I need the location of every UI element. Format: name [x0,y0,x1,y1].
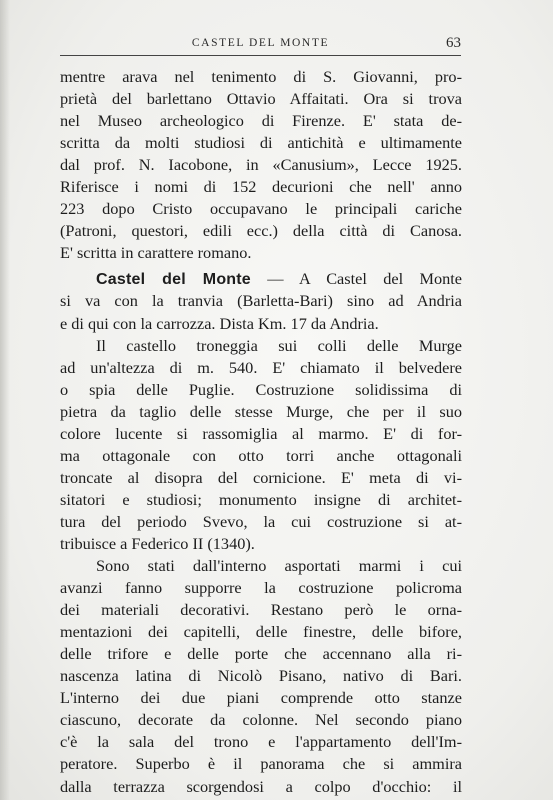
text-line: ma ottagonale con otto torri anche ottagonali [60,445,462,465]
text-line: dei materiali decorativi. Restano però le orna- [60,600,462,620]
text-line: troncate al disopra del cornicione. E' meta di vi- [60,467,462,487]
text-line: ad un'altezza di m. 540. E' chiamato il belvedere [60,357,462,377]
text-line: o spia delle Puglie. Costruzione solidissima di [60,379,462,399]
text-line: nascenza latina di Nicolò Pisano, nativo di Bari. [60,666,462,686]
section-heading-continuation: — A Castel del Monte [250,269,462,289]
text-line: Sono stati dall'interno asportati marmi i cui [96,556,462,576]
paragraph-3 [60,335,462,555]
text-line: mentre arava nel tenimento di S. Giovanni, pro- [60,67,462,86]
text-line: sitatori e studiosi; monumento insigne di architet- [60,489,462,509]
text-line: tribuisce a Federico II (1340). [60,533,255,553]
text-line: avanzi fanno supporre la costruzione policroma [60,578,462,598]
section-title: Castel del Monte [96,271,251,289]
text-line: delle trifore e delle porte che accennano alla ri- [60,644,462,664]
text-line: (Patroni, questori, edili ecc.) della città di Canosa. [60,221,462,241]
paragraph-1 [60,66,462,264]
page-number: 63 [446,35,461,51]
section-heading-line [60,268,462,290]
body-text [60,66,462,798]
text-line: dalla terrazza scorgendosi a colpo d'occhio: il [60,776,462,796]
running-title: CASTEL DEL MONTE [191,37,330,49]
text-line: pietra da taglio delle stesse Murge, che per il suo [60,401,462,421]
text-line: dal prof. N. Iacobone, in «Canusium», Lecce 1925. [60,155,462,175]
text-line: e di qui con la carrozza. Dista Km. 17 da Andria. [60,313,379,333]
text-line: colore lucente si rassomiglia al marmo. E' di for- [60,423,462,443]
text-line: mentazioni dei capitelli, delle finestre, delle bifore, [60,622,462,642]
text-line: prietà del barlettano Ottavio Affaitati. Ora si trova [60,89,462,109]
running-header [60,33,461,56]
text-line: peratore. Superbo è il panorama che si ammira [60,754,462,774]
text-line: si va con la tranvia (Barletta-Bari) sino ad Andria [60,291,462,311]
text-line: E' scritta in carattere romano. [60,243,252,263]
page-binding-shadow [0,0,10,800]
text-line: Riferisce i nomi di 152 decurioni che nell' anno [60,177,462,197]
paragraph-2 [60,268,462,334]
text-line: tura del periodo Svevo, la cui costruzione si at- [60,511,462,531]
text-line: nel Museo archeologico di Firenze. E' stata de- [60,111,462,131]
text-line: ciascuno, decorate da colonne. Nel secondo piano [60,710,462,730]
text-line: c'è la sala del trono e l'appartamento dell'Im- [60,732,462,752]
text-line: scritta da molti studiosi di antichità e ultimamente [60,133,462,153]
text-line: Il castello troneggia sui colli delle Murge [96,335,462,355]
text-line: 223 dopo Cristo occupavano le principali cariche [60,199,462,219]
text-line: L'interno dei due piani comprende otto stanze [60,688,462,708]
paragraph-4 [60,555,462,798]
